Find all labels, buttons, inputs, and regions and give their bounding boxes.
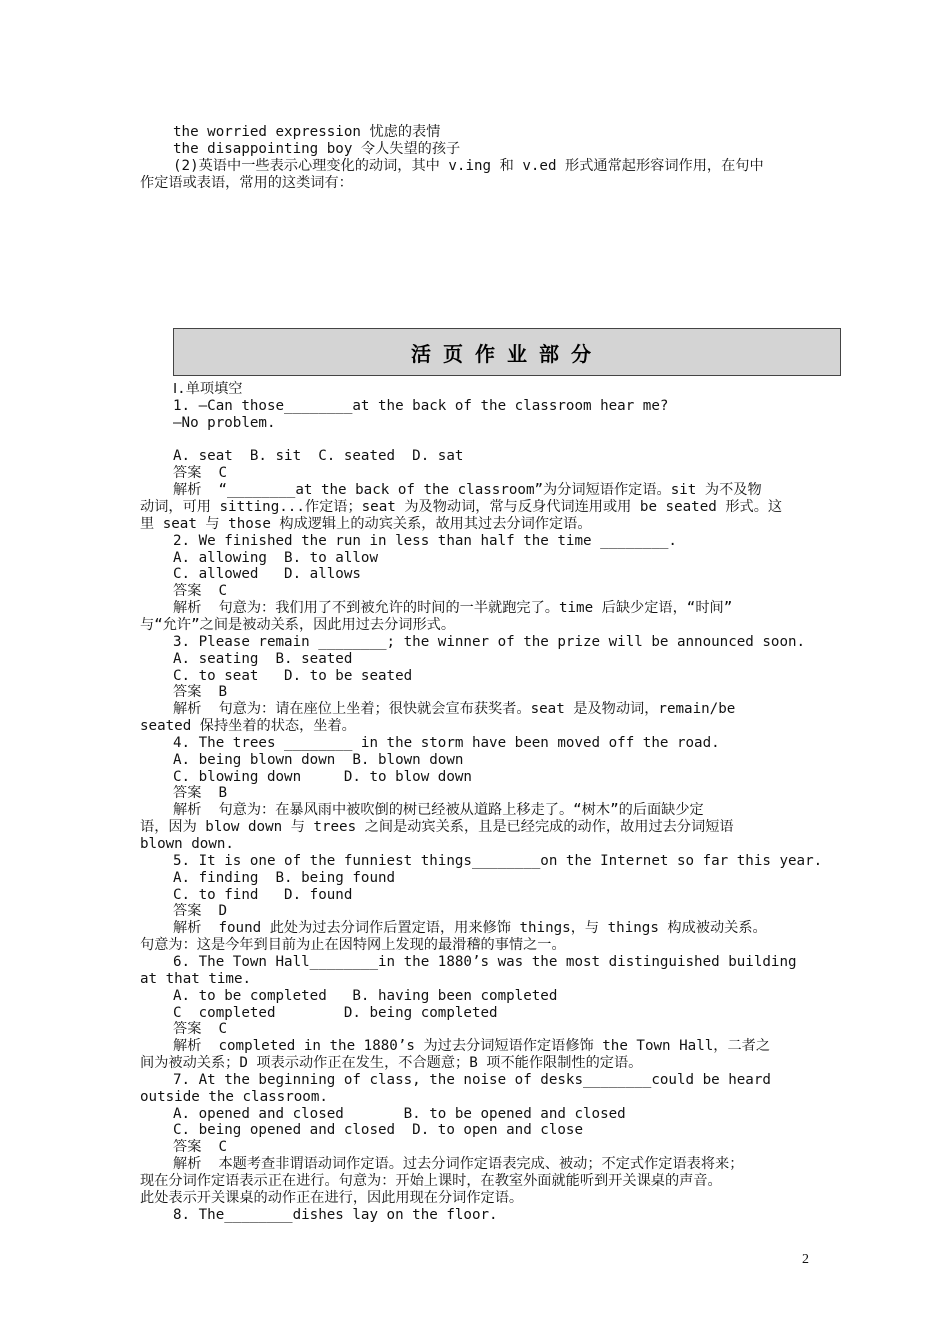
exercise-line: 语，因为 blow down 与 trees 之间是动宾关系，且是已经完成的动作，故用过去分词短语 [140, 819, 734, 836]
exercise-line: C. to find D. found [173, 886, 353, 903]
exercise-line: blown down. [140, 836, 234, 852]
exercise-line: 答案 B [173, 785, 227, 802]
exercise-line: at that time. [140, 970, 252, 987]
exercise-line: 此处表示开关课桌的动作正在进行，因此用现在分词作定语。 [140, 1189, 524, 1206]
exercise-line: 解析 本题考查非谓语动词作定语。过去分词作定语表完成、被动；不定式作定语表将来； [173, 1156, 744, 1173]
exercise-line: 4. The trees ________ in the storm have been moved off the road. [173, 734, 720, 751]
exercise-line: C. to seat D. to be seated [173, 667, 413, 684]
exercise-line: 间为被动关系；D 项表示动作正在发生，不合题意；B 项不能作限制性的定语。 [140, 1055, 643, 1071]
exercise-line: C. blowing down D. to blow down [173, 768, 472, 785]
exercise-line: 7. At the beginning of class, the noise of desks________could be heard [173, 1071, 771, 1088]
exercise-line: 答案 B [173, 684, 227, 701]
exercise-line: A. opened and closed B. to be opened and closed [173, 1105, 626, 1122]
intro-line: 作定语或表语，常用的这类词有： [140, 175, 353, 191]
intro-line: (2)英语中一些表示心理变化的动词，其中 v.ing 和 v.ed 形式通常起形容词作用，在句中 [173, 158, 764, 174]
page-number: 2 [802, 1252, 809, 1267]
exercise-line: 解析 句意为：在暴风雨中被吹倒的树已经被从道路上移走了。“树木”的后面缺少定 [173, 802, 704, 819]
exercise-line: A. being blown down B. blown down [173, 751, 464, 768]
exercise-line: 2. We finished the run in less than half the time ________. [173, 532, 677, 549]
exercise-line: 句意为：这是今年到目前为止在因特网上发现的最滑稽的事情之一。 [140, 937, 566, 954]
exercise-line: C. being opened and closed D. to open and close [173, 1122, 583, 1139]
exercise-line: 答案 D [173, 903, 227, 920]
intro-line: the disappointing boy 令人失望的孩子 [173, 141, 461, 157]
section-banner [173, 328, 841, 376]
exercise-line: A. to be completed B. having been completed [173, 987, 558, 1004]
exercise-line: Ⅰ.单项填空 [173, 381, 243, 397]
exercise-line: 动词，可用 sitting...作定语；seat 为及物动词，常与反身代词连用或用 be seated 形式。这 [140, 499, 783, 515]
exercise-line: 解析 completed in the 1880’s 为过去分词短语作定语修饰 the Town Hall，二者之 [173, 1038, 771, 1055]
exercise-line: 3. Please remain ________; the winner of the prize will be announced soon. [173, 633, 806, 650]
exercise-line: outside the classroom. [140, 1088, 328, 1105]
exercise-line: 解析 found 此处为过去分词作后置定语，用来修饰 things，与 things 构成被动关系。 [173, 920, 767, 937]
exercise-line: 与“允许”之间是被动关系，因此用过去分词形式。 [140, 616, 456, 633]
exercise-line: A. seat B. sit C. seated D. sat [173, 448, 464, 465]
exercise-line: 解析 “________at the back of the classroom”为分词短语作定语。sit 为不及物 [173, 482, 762, 499]
exercise-line: 答案 C [173, 465, 227, 482]
exercise-line: 解析 句意为：我们用了不到被允许的时间的一半就跑完了。time 后缺少定语，“时间” [173, 600, 733, 616]
exercise-line: A. finding B. being found [173, 869, 396, 886]
exercise-line: C completed D. being completed [173, 1004, 498, 1021]
exercise-line: 答案 C [173, 583, 227, 600]
exercise-line: 8. The________dishes lay on the floor. [173, 1206, 498, 1223]
exercise-line: seated 保持坐着的状态，坐着。 [140, 718, 356, 734]
exercise-line: 答案 C [173, 1139, 227, 1156]
exercise-line: 现在分词作定语表示正在进行。句意为：开始上课时，在教室外面就能听到开关课桌的声音。 [140, 1173, 722, 1189]
exercise-line: 1. —Can those________at the back of the classroom hear me? [173, 397, 669, 414]
exercise-line: 里 seat 与 those 构成逻辑上的动宾关系，故用其过去分词作定语。 [140, 515, 592, 532]
exercise-line: 6. The Town Hall________in the 1880’s was the most distinguished building [173, 953, 797, 970]
exercise-line: C. allowed D. allows [173, 566, 361, 583]
exercise-line: —No problem. [173, 414, 276, 431]
banner-title: 活页作业部分 [411, 341, 603, 366]
intro-line: the worried expression 忧虑的表情 [173, 124, 441, 140]
exercise-line: 5. It is one of the funniest things________on the Internet so far this year. [173, 852, 823, 869]
exercise-line: A. seating B. seated [173, 650, 353, 667]
exercise-line: A. allowing B. to allow [173, 549, 378, 566]
exercise-line: 解析 句意为：请在座位上坐着；很快就会宣布获奖者。seat 是及物动词，remain/be [173, 701, 736, 718]
exercise-line: 答案 C [173, 1021, 227, 1038]
